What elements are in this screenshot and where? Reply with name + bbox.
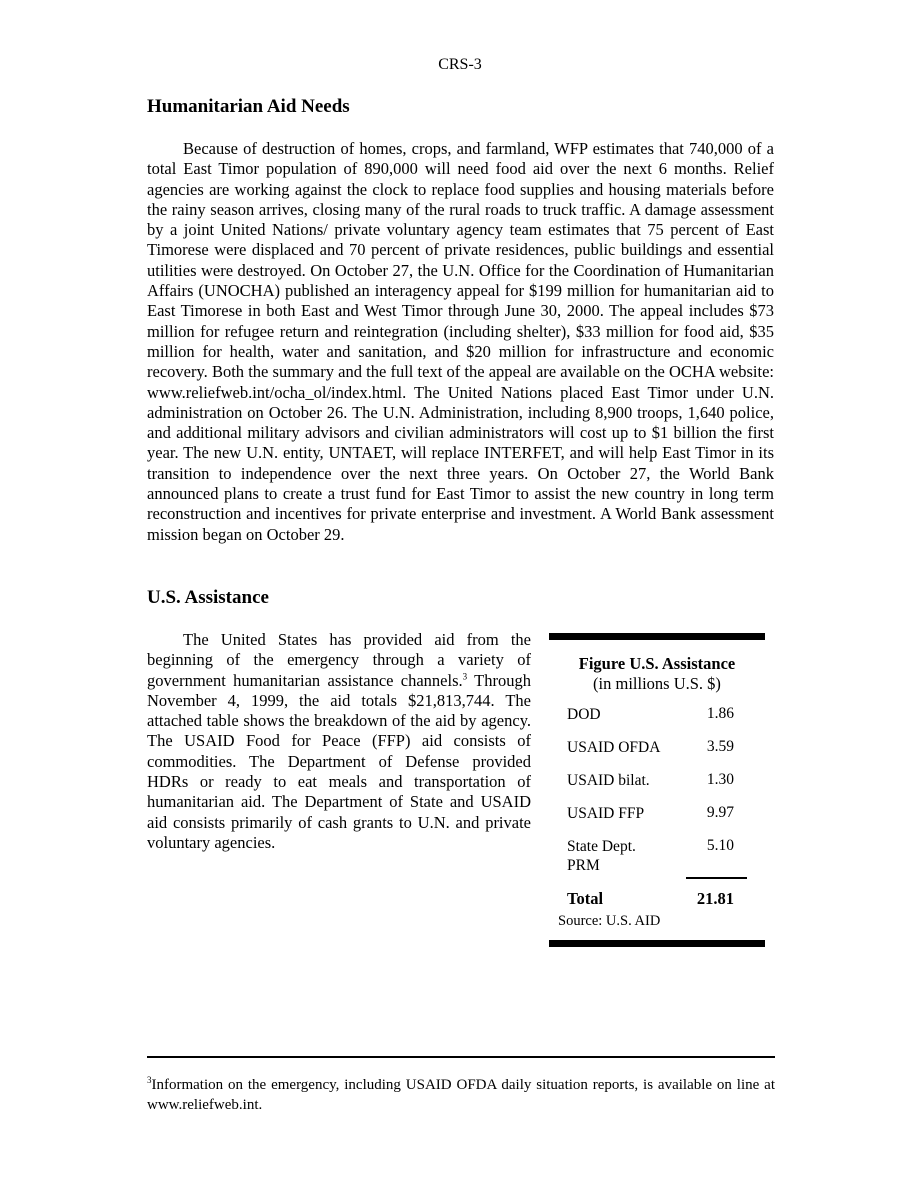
figure-total-value: 21.81 — [696, 889, 734, 908]
footnote-text: Information on the emergency, including USAID OFDA daily situation reports, is available on line at www.reliefweb.int. — [147, 1077, 775, 1113]
figure-total-label: Total — [567, 889, 604, 908]
section-title-us-assistance: U.S. Assistance — [147, 587, 269, 608]
footnote-divider — [147, 1056, 775, 1058]
figure-row-label: USAID OFDA — [567, 739, 661, 756]
footnote-reference[interactable]: 3 — [462, 671, 468, 682]
figure-bottom-rule — [549, 940, 765, 947]
figure-row-value: 3.59 — [706, 738, 734, 755]
figure-row-label: DOD — [567, 706, 601, 723]
us-assistance-text-1: The United States has provided aid from the beginning of the emergency through a variety of government humanitarian assistance channels. — [147, 630, 531, 690]
figure-source: Source: U.S. AID — [558, 913, 661, 929]
page-header: CRS-3 — [438, 56, 482, 73]
figure-row-value: 5.10 — [706, 837, 734, 854]
footnote-number: 3 — [147, 1075, 152, 1085]
humanitarian-aid-paragraph: Because of destruction of homes, crops, and farmland, WFP estimates that 740,000 of a total East Timor population of 890,000 will need food aid over the next 6 months. Relief agencies are working against the clock to replace food supplies and housing materials before the rainy season arrives, closing many of the rural roads to truck traffic. A damage assessment by a joint United Nations/ private voluntary agency team estimates that 75 percent of East Timorese were displaced and 70 percent of private residences, public buildings and essential utilities were destroyed. On October 27, the U.N. Office for the Coordination of Humanitarian Affairs (UNOCHA) published an interagency appeal for $199 million for humanitarian aid to East Timorese in both East and West Timor through June 30, 2000. The appeal includes $73 million for refugee return and reintegration (including shelter), $33 million for food aid, $35 million for health, water and sanitation, and $20 million for infrastructure and economic recovery. Both the summary and the full text of the appeal are available on the OCHA website: www.reliefweb.int/ocha_ol/index.html. The United Nations placed East Timor under U.N. administration on October 26. The U.N. Administration, including 8,900 troops, 1,640 police, and additional military advisors and civilian administrators will cost up to $1 billion the first year. The new U.N. entity, UNTAET, will replace INTERFET, and will help East Timor in its transition to independence over the next three years. On October 27, the World Bank announced plans to create a trust fund for East Timor to assist the new country in long term reconstruction and incentives for private enterprise and investment. A World Bank assessment mission began on October 29. — [147, 139, 774, 544]
us-assistance-paragraph — [147, 630, 531, 853]
figure-subtitle: (in millions U.S. $) — [593, 674, 721, 693]
figure-row-label: State Dept. PRM — [567, 838, 636, 874]
figure-row-value: 1.30 — [706, 771, 734, 788]
footnote — [147, 1076, 775, 1115]
figure-title: Figure U.S. Assistance — [578, 654, 736, 673]
us-assistance-text-2: Through November 4, 1999, the aid totals $21,813,744. The attached table shows the breakdown of the aid by agency. The USAID Food for Peace (FFP) aid consists of commodities. The Department of Defense provided HDRs or ready to eat meals and transportation of humanitarian aid. The Department of State and USAID aid consists primarily of cash grants to U.N. and private voluntary agencies. — [147, 670, 531, 852]
figure-row-label: USAID FFP — [567, 805, 645, 822]
figure-top-rule — [549, 633, 765, 640]
figure-row-label: USAID bilat. — [567, 772, 650, 789]
figure-row-value: 9.97 — [706, 804, 734, 821]
total-divider — [686, 877, 747, 879]
figure-row-value: 1.86 — [706, 705, 734, 722]
section-title-humanitarian-aid: Humanitarian Aid Needs — [147, 96, 350, 117]
